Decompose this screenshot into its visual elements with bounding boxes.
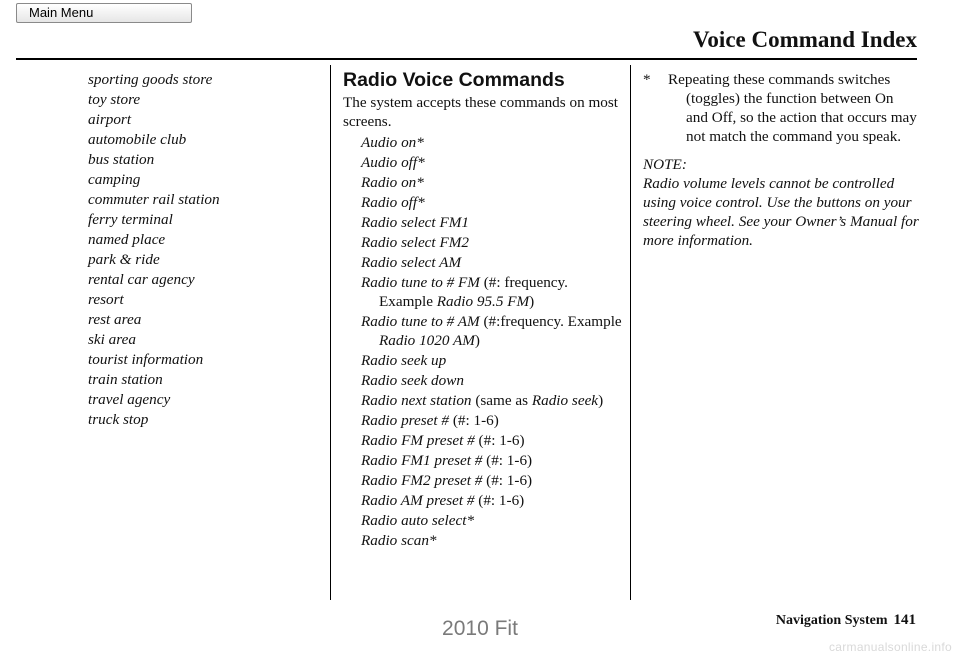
command-desc: (#: 1-6)	[474, 492, 525, 509]
asterisk-footnote-text: Repeating these commands switches (toggles) the function between On and Off, so the action that occurs may not match the command you speak.	[668, 71, 917, 145]
command-desc: (#: 1-6)	[482, 472, 533, 489]
command-item	[343, 371, 623, 390]
command-item	[343, 431, 623, 450]
command-item	[343, 233, 623, 252]
note-label: NOTE:	[643, 156, 687, 173]
destination-category-list	[88, 70, 323, 430]
list-item: rest area	[88, 311, 142, 328]
command-item	[343, 273, 623, 311]
command-text: Radio select AM	[361, 254, 462, 271]
list-item: train station	[88, 371, 163, 388]
command-item	[343, 213, 623, 232]
list-item: airport	[88, 111, 132, 128]
command-example: Radio seek	[531, 392, 599, 409]
note-body: Radio volume levels cannot be controlled using voice control. Use the buttons on your steering wheel. See your Owner’s Manual for more information.	[643, 175, 919, 249]
list-item: ferry terminal	[88, 211, 173, 228]
list-item: resort	[88, 291, 124, 308]
notes-column	[643, 70, 919, 250]
command-desc: (same as	[471, 392, 532, 409]
command-desc: (#:frequency. Example	[479, 313, 622, 330]
command-text: Radio next station	[361, 392, 472, 409]
command-text: Radio select FM1	[361, 214, 469, 231]
command-example: Radio 1020 AM	[379, 332, 475, 349]
command-text: Radio off*	[361, 194, 425, 211]
command-desc: (#: 1-6)	[474, 432, 525, 449]
command-desc: (#: 1-6)	[482, 452, 533, 469]
command-item	[343, 511, 623, 530]
asterisk-mark: *	[643, 71, 651, 88]
command-text: Radio FM preset #	[361, 432, 475, 449]
command-text: Radio preset #	[361, 412, 450, 429]
asterisk-footnote	[643, 70, 919, 146]
list-item: toy store	[88, 91, 141, 108]
command-item	[343, 471, 623, 490]
command-text: Radio tune to # AM	[361, 313, 480, 330]
list-item: tourist information	[88, 351, 204, 368]
list-item: park & ride	[88, 251, 160, 268]
page-title: Voice Command Index	[692, 27, 917, 52]
command-text: Radio AM preset #	[361, 492, 475, 509]
command-text: Radio scan*	[361, 532, 437, 549]
list-item: ski area	[88, 331, 136, 348]
list-item: automobile club	[88, 131, 187, 148]
list-item: truck stop	[88, 411, 149, 428]
command-text: Radio on*	[361, 174, 424, 191]
command-text: Radio seek down	[361, 372, 464, 389]
radio-commands-section	[343, 68, 623, 551]
column-divider-right	[630, 65, 631, 600]
command-desc: (#: frequency. Example	[379, 274, 568, 310]
site-watermark: carmanualsonline.info	[828, 640, 952, 654]
page-number: 141	[893, 612, 916, 628]
command-item	[343, 193, 623, 212]
command-item	[343, 491, 623, 510]
command-example: Radio 95.5 FM	[436, 293, 530, 310]
section-heading: Radio Voice Commands	[343, 69, 565, 91]
list-item: camping	[88, 171, 141, 188]
section-intro: The system accepts these commands on most screens.	[343, 94, 618, 130]
command-item	[343, 153, 623, 172]
command-item	[343, 253, 623, 272]
command-item	[343, 451, 623, 470]
command-text: Audio off*	[361, 154, 425, 171]
command-item	[343, 411, 623, 430]
model-watermark: 2010 Fit	[442, 617, 518, 640]
command-text: Radio seek up	[361, 352, 447, 369]
command-text: Audio on*	[361, 134, 424, 151]
command-text: Radio FM2 preset #	[361, 472, 483, 489]
command-item	[343, 173, 623, 192]
main-menu-button[interactable]: Main Menu	[16, 3, 192, 23]
command-item	[343, 312, 623, 350]
command-list	[343, 133, 623, 550]
command-text: Radio auto select*	[361, 512, 475, 529]
command-item	[343, 351, 623, 370]
list-item: bus station	[88, 151, 155, 168]
list-item: commuter rail station	[88, 191, 220, 208]
list-item: travel agency	[88, 391, 171, 408]
list-item: rental car agency	[88, 271, 195, 288]
command-desc: (#: 1-6)	[449, 412, 499, 429]
list-item: named place	[88, 231, 166, 248]
command-item	[343, 133, 623, 152]
header-divider	[16, 58, 917, 60]
command-item	[343, 391, 623, 410]
list-item: sporting goods store	[88, 71, 213, 88]
command-text: Radio FM1 preset #	[361, 452, 483, 469]
command-desc-tail: )	[529, 293, 535, 310]
footer-section-name: Navigation System	[775, 613, 888, 628]
command-desc-tail: )	[474, 332, 480, 349]
column-divider-left	[330, 65, 331, 600]
command-text: Radio tune to # FM	[361, 274, 480, 291]
command-desc-tail: )	[598, 392, 604, 409]
command-text: Radio select FM2	[361, 234, 469, 251]
command-item	[343, 531, 623, 550]
